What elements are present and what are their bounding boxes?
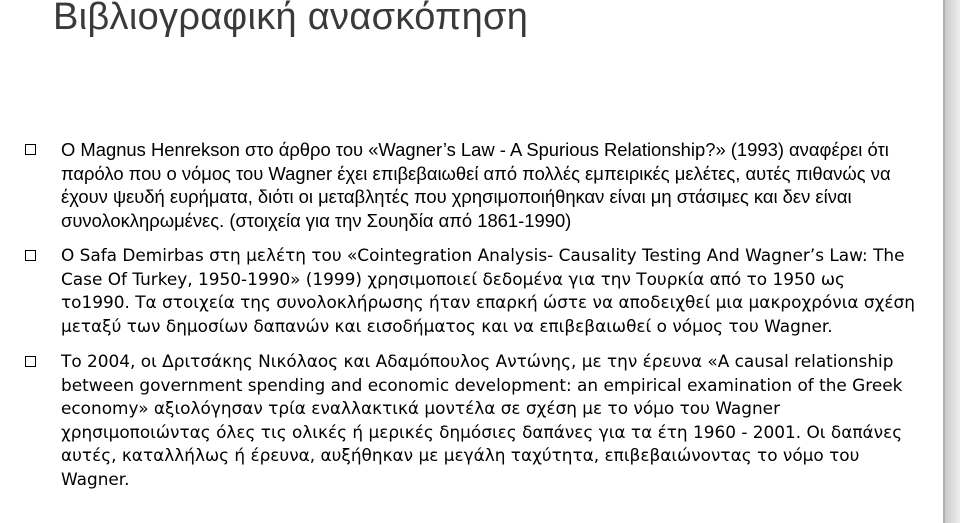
slide-title: Βιβλιογραφική ανασκόπηση	[53, 0, 529, 38]
bullet-item-dritsakis	[0, 350, 945, 491]
bullet-text: O Magnus Henrekson στο άρθρο του «Wagner’s Law - A Spurious Relationship?» (1993) αναφέρει ότι παρόλο που ο νόμος του Wagner έχει επιβεβαιωθεί από πολλές εμπειρικές μελέτες, αυτές πιθανώς να έχουν ψευδή ευρήματα, διότι οι μεταβλητές που χρησιμοποιήθηκαν είναι μη στάσιμες και δεν είναι συνολοκληρωμένες. (στοιχεία για την Σουηδία από 1861-1990)	[61, 139, 891, 231]
hollow-square-bullet-icon	[25, 144, 36, 155]
bullet-list	[0, 138, 945, 503]
bullet-item-henrekson	[0, 138, 945, 232]
bullet-text: Το 2004, οι Δριτσάκης Νικόλαος και Αδαμόπουλος Αντώνης, με την έρευνα «A causal relationship between government spending and economic development: an empirical examination of the Greek economy» αξιολόγησαν τρία εναλλακτικά μοντέλα σε σχέση με το νόμο του Wagner χρησιμοποιώντας όλες τις ολικές ή μερικές δημόσιες δαπάνες για τα έτη 1960 - 2001. Οι δαπάνες αυτές, καταλλήλως ή έρευνα, αυξήθηκαν με μεγάλη ταχύτητα, επιβεβαιώνοντας το νόμο του Wagner.	[61, 351, 903, 489]
hollow-square-bullet-icon	[25, 250, 36, 261]
bullet-item-demirbas	[0, 244, 945, 338]
hollow-square-bullet-icon	[25, 356, 36, 367]
accent-bar	[945, 0, 960, 523]
bullet-text: O Safa Demirbas στη μελέτη του «Cointegration Analysis- Causality Testing And Wagner’s Law: The Case Of Turkey, 1950-1990» (1999) χρησιμοποιεί δεδομένα για την Τουρκία από το 1950 ως το1990. Τα στοιχεία της συνολοκλήρωσης ήταν επαρκή ώστε να αποδειχθεί μια μακροχρόνια σχέση μεταξύ των δημοσίων δαπανών και εισοδήματος και να επιβεβαιωθεί ο νόμος του Wagner.	[61, 245, 915, 336]
